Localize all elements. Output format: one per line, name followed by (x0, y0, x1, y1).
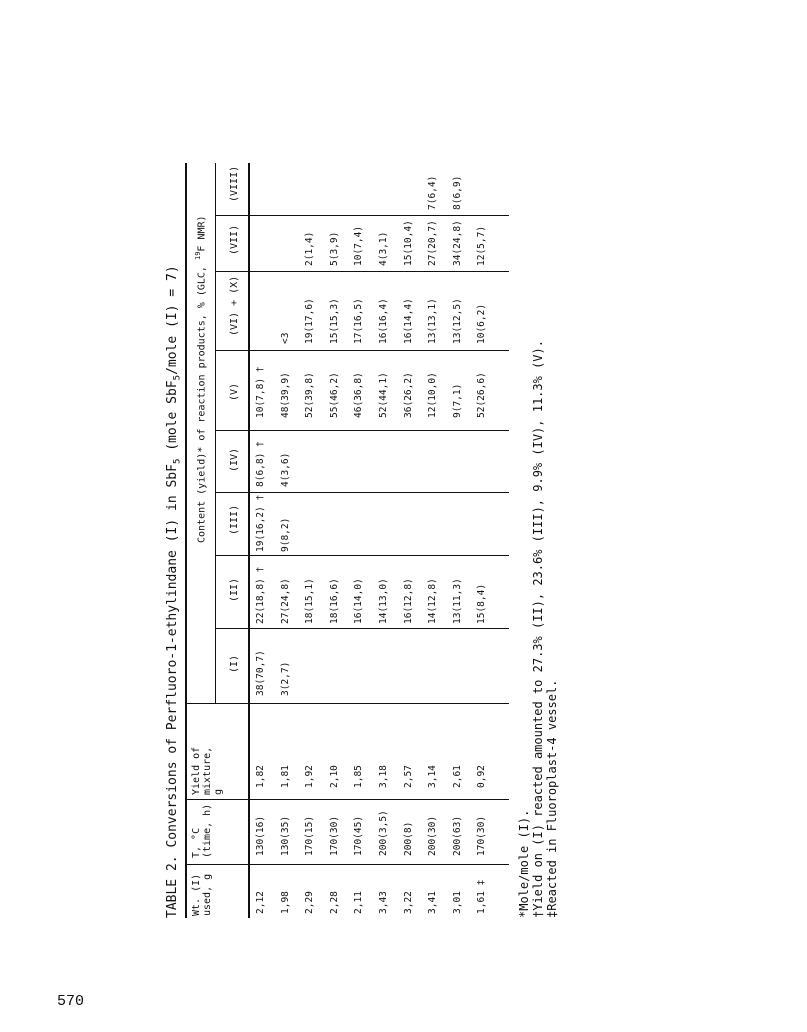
header-product-V: (V) (229, 382, 240, 401)
table-cell-product: 46(36,8) (353, 372, 365, 418)
page-number: 570 (57, 993, 85, 1010)
table-cell-product: 22(18,8) † (255, 566, 266, 624)
column-separator (185, 799, 509, 800)
table-cell-product: 13(12,5) (451, 298, 463, 344)
column-separator (216, 350, 509, 351)
table-cell-yield: 1,81 (279, 765, 291, 788)
table-cell-product: 52(44,1) (378, 372, 389, 418)
content-group-rule (215, 163, 216, 703)
table-cell-product: 52(39,8) (304, 372, 316, 418)
table-cell-product: 16(14,0) (353, 578, 365, 624)
footnote-yield: †Yield on (I) reacted amounted to 27.3% (II), 23.6% (III), 9.9% (IV), 11.3% (V). (531, 340, 545, 918)
table-cell-product: 15(8,4) (476, 583, 488, 624)
header-yield: Yield of mixture, g (191, 746, 224, 795)
table-cell-temperature: 170(45) (353, 815, 365, 856)
table-cell-product: 8(6,9) (451, 175, 463, 210)
table-cell-temperature: 130(16) (255, 815, 266, 856)
table-cell-weight: 1,61 ‡ (476, 879, 488, 914)
table-cell-weight: 3,43 (378, 891, 389, 914)
table-cell-product: 8(6,8) † (255, 441, 266, 487)
table-cell-yield: 0,92 (476, 765, 488, 788)
header-weight: Wt. (I) used, g (191, 873, 213, 916)
table-cell-yield: 2,10 (328, 765, 340, 788)
table-cell-yield: 1,85 (353, 765, 365, 788)
table-cell-product: 9(7,1) (451, 383, 463, 418)
header-content: Content (yield)* of reaction products, % (GLC, $^{19}$F NMR) (194, 215, 208, 543)
table-cell-product: 12(5,7) (476, 225, 488, 266)
table-cell-product: 10(7,4) (353, 225, 365, 266)
table-cell-product: 5(3,9) (328, 231, 340, 266)
table-cell-product: 3(2,7) (279, 661, 291, 696)
table-cell-product: 14(13,0) (378, 578, 389, 624)
table-cell-product: 48(39,9) (279, 372, 291, 418)
table-cell-weight: 3,41 (427, 891, 439, 914)
table-cell-weight: 1,98 (279, 891, 291, 914)
table-cell-product: 10(6,2) (476, 303, 488, 344)
table-cell-product: 27(20,7) (427, 220, 439, 266)
table-cell-product: 13(11,3) (451, 578, 463, 624)
header-product-IV: (IV) (229, 447, 240, 472)
column-separator (216, 271, 509, 272)
header-product-VIII: (VIII) (229, 165, 240, 202)
table-cell-product: 18(15,1) (304, 578, 316, 624)
table-cell-temperature: 170(30) (476, 815, 488, 856)
top-rule (185, 163, 187, 918)
table-cell-temperature: 200(63) (451, 815, 463, 856)
header-product-VII: (VII) (229, 224, 240, 255)
table-cell-product: 16(14,4) (402, 298, 414, 344)
header-product-III: (III) (229, 504, 240, 535)
table-cell-product: 14(12,8) (427, 578, 439, 624)
table-cell-weight: 3,22 (402, 891, 414, 914)
table-cell-product: 4(3,1) (378, 231, 389, 266)
column-separator (216, 430, 509, 431)
column-separator (216, 555, 509, 556)
table-cell-temperature: 200(3,5) (378, 810, 389, 856)
footnotes (517, 118, 559, 918)
table-cell-product: 19(16,2) † (255, 494, 266, 552)
table-cell-product: 52(26,6) (476, 372, 488, 418)
table-cell-weight: 2,11 (353, 891, 365, 914)
table-cell-product: 9(8,2) (279, 517, 291, 552)
table-cell-yield: 3,18 (378, 765, 389, 788)
table-cell-product: 27(24,8) (279, 578, 291, 624)
table-cell-product: 19(17,6) (304, 298, 316, 344)
column-separator (185, 864, 509, 865)
header-bottom-rule (248, 163, 250, 918)
column-separator (216, 215, 509, 216)
table-cell-product: 36(26,2) (402, 372, 414, 418)
table-title: TABLE 2. Conversions of Perfluoro-1-ethylindane (I) in SbF$_5$ (mole SbF$_5$/mole (I) = 7) (165, 265, 183, 918)
footnote-mole: *Mole/mole (I). (517, 809, 531, 918)
table-cell-temperature: 170(30) (328, 815, 340, 856)
table-cell-product: 4(3,6) (279, 452, 291, 487)
header-product-I: (I) (229, 654, 240, 673)
table-cell-weight: 2,28 (328, 891, 340, 914)
table-cell-weight: 2,29 (304, 891, 316, 914)
table-cell-yield: 2,61 (451, 765, 463, 788)
table-cell-product: 12(10,0) (427, 372, 439, 418)
table-cell-product: 55(46,2) (328, 372, 340, 418)
table-cell-product: 18(16,6) (328, 578, 340, 624)
table-cell-yield: 1,92 (304, 765, 316, 788)
table-cell-product: 16(12,8) (402, 578, 414, 624)
table-cell-product: 15(15,3) (328, 298, 340, 344)
table-cell-product: 7(6,4) (427, 175, 439, 210)
table-cell-product: 10(7,8) † (255, 366, 266, 418)
header-temperature: T, °C (time, h) (191, 803, 213, 858)
table-cell-product: 34(24,8) (451, 220, 463, 266)
table-cell-weight: 2,12 (255, 891, 266, 914)
column-separator (216, 628, 509, 629)
table-cell-temperature: 130(35) (279, 815, 291, 856)
rotated-table-block (165, 108, 559, 928)
column-separator (216, 492, 509, 493)
table-cell-product: 2(1,4) (304, 231, 316, 266)
header-product-VI-X: (VI) + (X) (229, 275, 240, 336)
column-separator (185, 703, 509, 704)
header-product-II: (II) (229, 577, 240, 602)
table-cell-weight: 3,01 (451, 891, 463, 914)
table-cell-yield: 1,82 (255, 765, 266, 788)
table-cell-temperature: 200(8) (402, 821, 414, 856)
table-cell-product: 16(16,4) (378, 298, 389, 344)
table-cell-product: <3 (279, 332, 291, 344)
table-cell-temperature: 170(15) (304, 815, 316, 856)
table-cell-yield: 2,57 (402, 765, 414, 788)
table-cell-product: 17(16,5) (353, 298, 365, 344)
table-cell-yield: 3,14 (427, 765, 439, 788)
table-cell-temperature: 200(30) (427, 815, 439, 856)
table-cell-product: 13(13,1) (427, 298, 439, 344)
table-cell-product: 38(70,7) (255, 650, 266, 696)
footnote-vessel: ‡Reacted in Fluoroplast-4 vessel. (545, 679, 559, 918)
table-cell-product: 15(10,4) (402, 220, 414, 266)
